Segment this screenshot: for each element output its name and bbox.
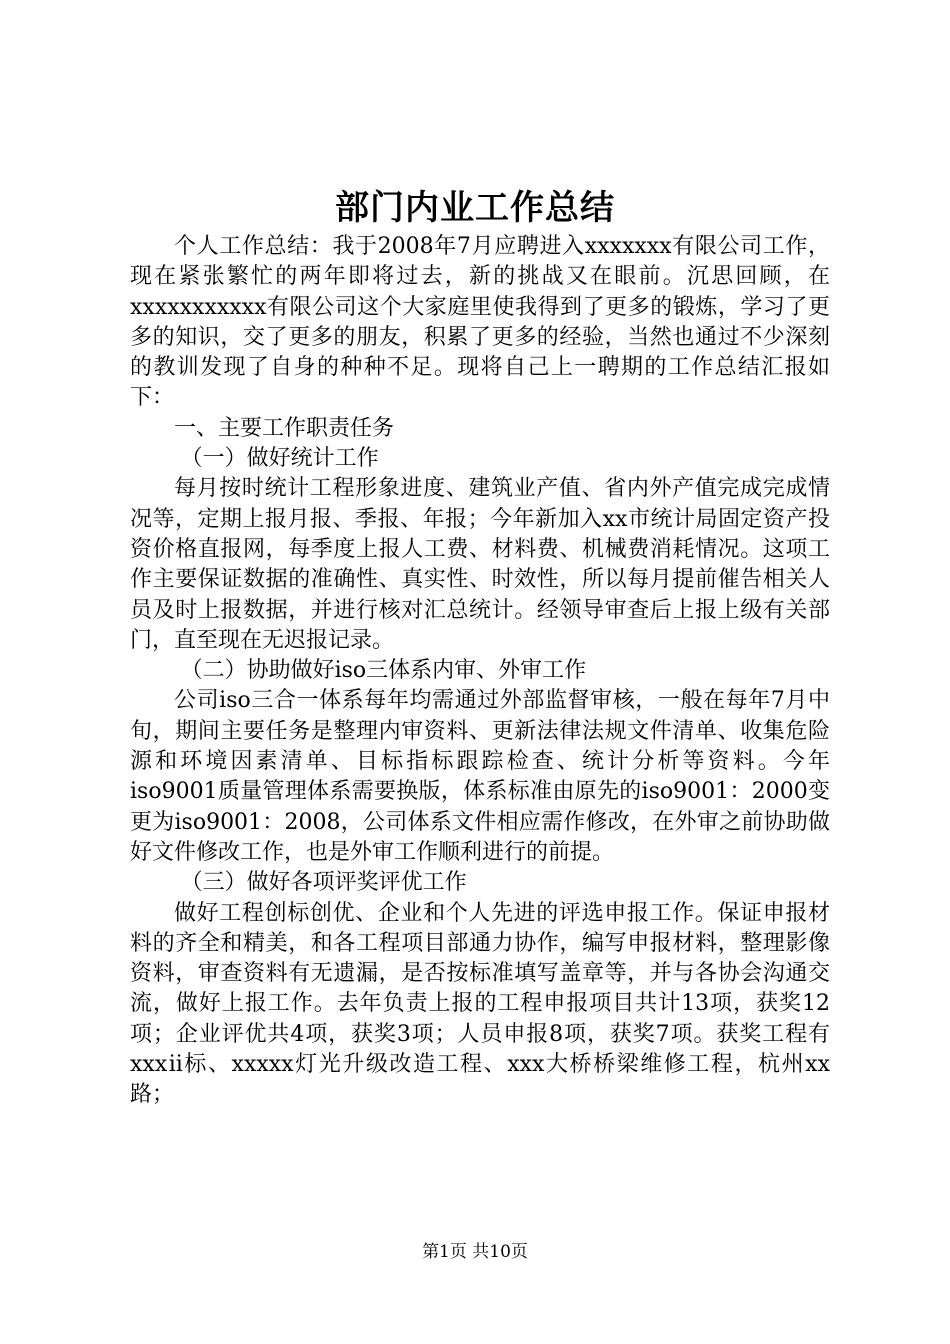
- page-number-current: 第1页: [422, 1242, 467, 1262]
- subsection-heading-iso-audit: （二）协助做好iso三体系内审、外审工作: [180, 658, 587, 684]
- statistics-paragraph: 每月按时统计工程形象进度、建筑业产值、省内外产值完成完成情况等，定期上报月报、季报、年报；今年新加入xx市统计局固定资产投资价格直报网，每季度上报人工费、材料费、机械费消耗情况。这项工作主要保证数据的准确性、真实性、时效性，所以每月提前催告相关人员及时上报数据，并进行核对汇总统计。经领导审查后上报上级有关部门，直至现在无迟报记录。: [130, 476, 830, 653]
- page-title: 部门内业工作总结: [335, 188, 615, 228]
- page-number-total: 共10页: [472, 1242, 528, 1262]
- intro-paragraph: 个人工作总结：我于2008年7月应聘进入xxxxxxx有限公司工作，现在紧张繁忙的两年即将过去，新的挑战又在眼前。沉思回顾，在xxxxxxxxxxx有限公司这个大家庭里使我得到了更多的锻炼，学习了更多的知识，交了更多的朋友，积累了更多的经验，当然也通过不少深刻的教训发现了自身的种种不足。现将自己上一聘期的工作总结汇报如下：: [130, 234, 830, 411]
- section-heading-main-duties: 一、主要工作职责任务: [174, 415, 395, 441]
- page-footer: [0, 1240, 950, 1264]
- document-body: [130, 232, 830, 1111]
- subsection-heading-statistics: （一）做好统计工作: [180, 446, 379, 472]
- awards-paragraph: 做好工程创标创优、企业和个人先进的评选申报工作。保证申报材料的齐全和精美，和各工程项目部通力协作，编写申报材料，整理影像资料，审查资料有无遗漏，是否按标准填写盖章等，并与各协会沟通交流，做好上报工作。去年负责上报的工程申报项目共计13项，获奖12项；企业评优共4项，获奖3项；人员申报8项，获奖7项。获奖工程有xxxⅱ标、xxxxx灯光升级改造工程、xxx大桥桥梁维修工程，杭州xx路；: [130, 900, 830, 1108]
- iso-audit-paragraph: 公司iso三合一体系每年均需通过外部监督审核，一般在每年7月中旬，期间主要任务是整理内审资料、更新法律法规文件清单、收集危险源和环境因素清单、目标指标跟踪检查、统计分析等资料。今年iso9001质量管理体系需要换版，体系标准由原先的iso9001：2000变更为iso9001：2008，公司体系文件相应需作修改，在外审之前协助做好文件修改工作，也是外审工作顺利进行的前提。: [130, 688, 830, 865]
- subsection-heading-awards: （三）做好各项评奖评优工作: [180, 870, 467, 896]
